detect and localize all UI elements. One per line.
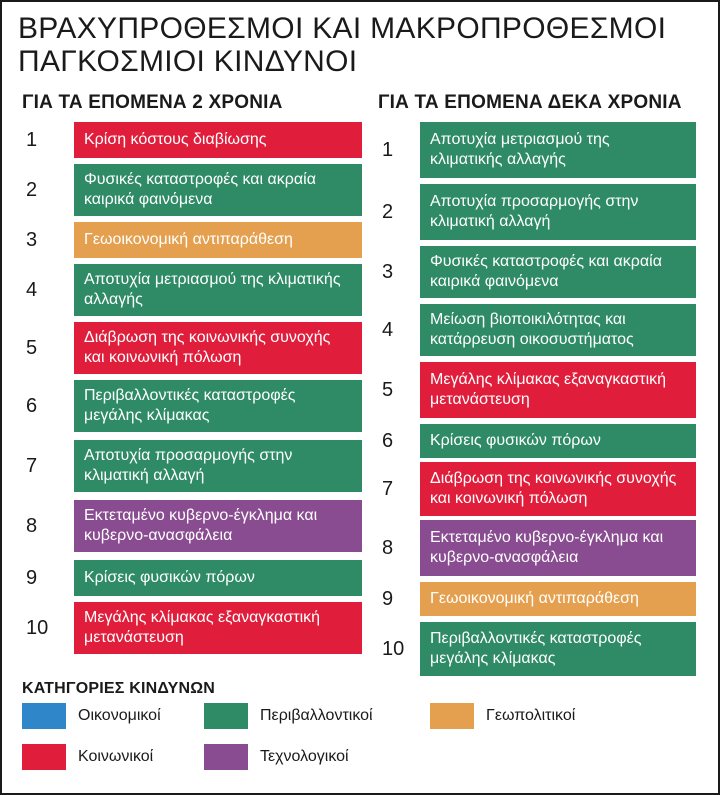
right-column-heading: ΓΙΑ ΤΑ ΕΠΟΜΕΝΑ ΔΕΚΑ ΧΡΟΝΙΑ (378, 92, 682, 113)
legend-item-economic (22, 703, 161, 729)
list-item (378, 246, 698, 298)
list-item (22, 560, 362, 596)
list-item (22, 222, 362, 258)
risk-box: Εκτεταμένο κυβερνο-έγκλημα και κυβερνο-ανασφάλεια (74, 500, 362, 552)
legend-label-economic: Οικονομικοί (78, 707, 161, 724)
list-item (378, 122, 698, 178)
rank-number: 10 (382, 637, 405, 660)
technological-swatch (204, 744, 248, 770)
rank-number: 4 (382, 318, 394, 341)
list-item (22, 322, 362, 374)
risk-box: Διάβρωση της κοινωνικής συνοχής και κοινωνική πόλωση (420, 462, 696, 516)
legend-title: ΚΑΤΗΓΟΡΙΕΣ ΚΙΝΔΥΝΩΝ (22, 680, 216, 697)
risk-box: Κρίση κόστους διαβίωσης (74, 122, 362, 158)
rank-number: 6 (382, 429, 394, 452)
rank-number: 8 (26, 514, 38, 537)
rank-number: 6 (26, 394, 38, 417)
rank-number: 1 (26, 128, 38, 151)
rank-number: 3 (26, 228, 38, 251)
risk-box: Μεγάλης κλίμακας εξαναγκαστική μετανάστευση (74, 602, 362, 654)
legend-item-environmental (204, 703, 373, 729)
legend-label-environmental: Περιβαλλοντικοί (260, 707, 373, 724)
page-title (18, 12, 708, 78)
risk-box: Μεγάλης κλίμακας εξαναγκαστική μετανάστευση (420, 362, 696, 418)
risk-box: Περιβαλλοντικές καταστροφές μεγάλης κλίμακας (74, 380, 362, 432)
risk-box: Αποτυχία μετριασμού της κλιματικής αλλαγής (74, 264, 362, 316)
legend-item-societal (22, 744, 153, 770)
list-item (378, 424, 698, 458)
list-item (378, 184, 698, 240)
environmental-swatch (204, 703, 248, 729)
list-item (378, 622, 698, 676)
list-item (378, 304, 698, 356)
list-item (378, 520, 698, 576)
risk-box: Αποτυχία προσαρμογής στην κλιματική αλλαγή (420, 184, 696, 240)
rank-number: 9 (382, 587, 394, 610)
list-item (22, 440, 362, 492)
list-item (22, 164, 362, 216)
risk-box: Μείωση βιοποικιλότητας και κατάρρευση οικοσυστήματος (420, 304, 696, 356)
list-item (378, 462, 698, 516)
societal-swatch (22, 744, 66, 770)
rank-number: 9 (26, 566, 38, 589)
list-item (378, 582, 698, 616)
economic-swatch (22, 703, 66, 729)
legend-label-societal: Κοινωνικοί (78, 748, 154, 765)
left-column-heading: ΓΙΑ ΤΑ ΕΠΟΜΕΝΑ 2 ΧΡΟΝΙΑ (22, 92, 283, 113)
list-item (22, 264, 362, 316)
geopolitical-swatch (430, 703, 474, 729)
risk-box: Εκτεταμένο κυβερνο-έγκλημα και κυβερνο-ανασφάλεια (420, 520, 696, 576)
risk-box: Γεωοικονομική αντιπαράθεση (74, 222, 362, 258)
legend-label-technological: Τεχνολογικοί (260, 748, 349, 765)
risk-box: Περιβαλλοντικές καταστροφές μεγάλης κλίμακας (420, 622, 696, 676)
rank-number: 7 (382, 477, 394, 500)
list-item (22, 380, 362, 432)
list-item (378, 362, 698, 418)
rank-number: 7 (26, 454, 38, 477)
rank-number: 3 (382, 260, 394, 283)
rank-number: 5 (26, 336, 38, 359)
list-item (22, 500, 362, 552)
legend-item-geopolitical (430, 703, 575, 729)
risk-box: Διάβρωση της κοινωνικής συνοχής και κοινωνική πόλωση (74, 322, 362, 374)
rank-number: 10 (26, 616, 49, 639)
risk-box: Φυσικές καταστροφές και ακραία καιρικά φαινόμενα (74, 164, 362, 216)
risk-box: Αποτυχία μετριασμού της κλιματικής αλλαγής (420, 122, 696, 178)
title-line-2: ΠΑΓΚΟΣΜΙΟΙ ΚΙΝΔΥΝΟΙ (18, 45, 358, 78)
risk-box: Γεωοικονομική αντιπαράθεση (420, 582, 696, 616)
rank-number: 5 (382, 378, 394, 401)
title-line-1: ΒΡΑΧΥΠΡΟΘΕΣΜΟΙ ΚΑΙ ΜΑΚΡΟΠΡΟΘΕΣΜΟΙ (18, 12, 667, 45)
risk-box: Αποτυχία προσαρμογής στην κλιματική αλλαγή (74, 440, 362, 492)
rank-number: 1 (382, 138, 394, 161)
list-item (22, 122, 362, 158)
risk-box: Φυσικές καταστροφές και ακραία καιρικά φαινόμενα (420, 246, 696, 298)
rank-number: 2 (382, 200, 394, 223)
list-item (22, 602, 362, 654)
rank-number: 4 (26, 278, 38, 301)
risk-box: Κρίσεις φυσικών πόρων (420, 424, 696, 458)
rank-number: 8 (382, 536, 394, 559)
legend-label-geopolitical: Γεωπολιτικοί (486, 707, 576, 724)
risk-box: Κρίσεις φυσικών πόρων (74, 560, 362, 596)
rank-number: 2 (26, 178, 38, 201)
legend-item-technological (204, 744, 349, 770)
